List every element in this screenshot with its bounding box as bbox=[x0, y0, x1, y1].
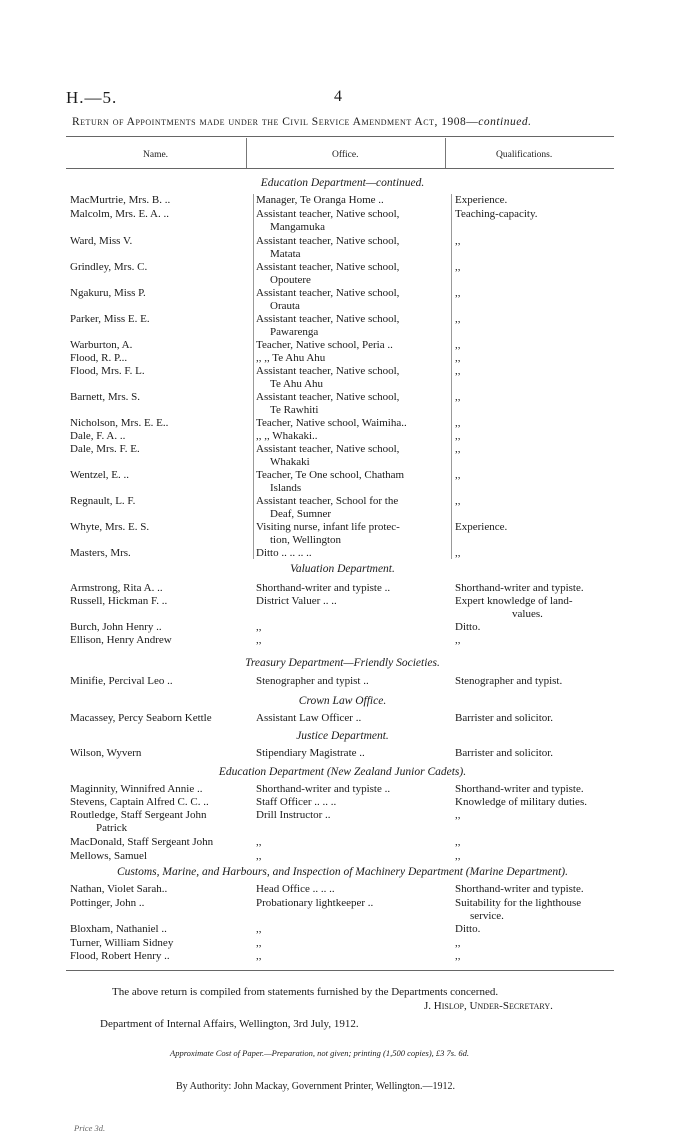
row-name: Burch, John Henry .. bbox=[70, 621, 162, 633]
row-name: Pottinger, John .. bbox=[70, 897, 145, 909]
department-date: Department of Internal Affairs, Wellington, 3rd July, 1912. bbox=[100, 1018, 359, 1030]
column-header-qualifications: Qualifications. bbox=[496, 150, 553, 160]
row-office: Drill Instructor .. bbox=[256, 809, 331, 821]
row-name: Flood, R. P... bbox=[70, 352, 128, 364]
table-row bbox=[70, 897, 615, 911]
table-row bbox=[70, 339, 615, 353]
row-name: Ellison, Henry Andrew bbox=[70, 634, 172, 646]
row-qualifications: ,, bbox=[455, 809, 461, 821]
row-office: Stenographer and typist .. bbox=[256, 675, 369, 687]
table-row bbox=[70, 747, 615, 761]
row-qualifications: ,, bbox=[455, 443, 461, 455]
table-row bbox=[70, 194, 615, 208]
price: Price 3d. bbox=[74, 1123, 106, 1133]
cost-note: Approximate Cost of Paper.—Preparation, not given; printing (1,500 copies), £3 7s. 6d. bbox=[170, 1048, 469, 1058]
table-row bbox=[70, 582, 615, 596]
row-name: Grindley, Mrs. C. bbox=[70, 261, 148, 273]
row-office: ,, bbox=[256, 850, 262, 862]
row-qualifications: ,, bbox=[455, 365, 461, 377]
table-row bbox=[70, 850, 615, 864]
table-row bbox=[70, 313, 615, 327]
row-qualifications: ,, bbox=[455, 547, 461, 559]
office-continuation: Pawarenga bbox=[270, 326, 319, 338]
row-qualifications: Ditto. bbox=[455, 621, 481, 633]
table-row bbox=[70, 809, 615, 823]
row-name: Ngakuru, Miss P. bbox=[70, 287, 146, 299]
row-office: District Valuer .. .. bbox=[256, 595, 337, 607]
row-office: Assistant Law Officer .. bbox=[256, 712, 362, 724]
row-name: Stevens, Captain Alfred C. C. .. bbox=[70, 796, 209, 808]
table-row bbox=[70, 950, 615, 964]
section-heading: Treasury Department—Friendly Societies. bbox=[245, 657, 440, 669]
row-office: ,, ,, Whakaki.. bbox=[256, 430, 318, 442]
row-office: Manager, Te Oranga Home .. bbox=[256, 194, 384, 206]
row-office: Teacher, Native school, Peria .. bbox=[256, 339, 393, 351]
row-qualifications: ,, bbox=[455, 339, 461, 351]
row-office: Assistant teacher, Native school, bbox=[256, 208, 400, 220]
body-divider-1 bbox=[253, 194, 254, 559]
row-name: Dale, F. A. .. bbox=[70, 430, 126, 442]
office-continuation: Mangamuka bbox=[270, 221, 325, 233]
row-qualifications: ,, bbox=[455, 430, 461, 442]
office-continuation: tion, Wellington bbox=[270, 534, 342, 546]
office-continuation: Matata bbox=[270, 248, 301, 260]
row-name: Ward, Miss V. bbox=[70, 235, 133, 247]
row-office: Assistant teacher, Native school, bbox=[256, 287, 400, 299]
table-row bbox=[70, 521, 615, 535]
row-office: Assistant teacher, Native school, bbox=[256, 365, 400, 377]
row-qualifications: Ditto. bbox=[455, 923, 481, 935]
row-name: Masters, Mrs. bbox=[70, 547, 131, 559]
office-continuation: Opoutere bbox=[270, 274, 311, 286]
body-divider-2 bbox=[451, 194, 452, 559]
row-name: Mellows, Samuel bbox=[70, 850, 147, 862]
row-qualifications: ,, bbox=[455, 313, 461, 325]
row-qualifications: Barrister and solicitor. bbox=[455, 747, 554, 759]
row-office: Ditto .. .. .. .. bbox=[256, 547, 312, 559]
row-name: Flood, Robert Henry .. bbox=[70, 950, 170, 962]
table-row bbox=[70, 261, 615, 275]
row-name: Nicholson, Mrs. E. E.. bbox=[70, 417, 169, 429]
table-row bbox=[70, 365, 615, 379]
row-office: Teacher, Native school, Waimiha.. bbox=[256, 417, 407, 429]
row-name: MacDonald, Staff Sergeant John bbox=[70, 836, 214, 848]
signature: J. Hislop, Under-Secretary. bbox=[424, 1000, 553, 1012]
row-name: Malcolm, Mrs. E. A. .. bbox=[70, 208, 169, 220]
row-office: Assistant teacher, Native school, bbox=[256, 443, 400, 455]
title-main: Return of Appointments made under the Civil Service Amendment Act, 1908— bbox=[72, 116, 479, 128]
row-office: Shorthand-writer and typiste .. bbox=[256, 582, 391, 594]
title-suffix: continued. bbox=[478, 116, 532, 128]
row-office: Assistant teacher, Native school, bbox=[256, 261, 400, 273]
table-row bbox=[70, 235, 615, 249]
row-office: Assistant teacher, Native school, bbox=[256, 235, 400, 247]
row-office: Assistant teacher, School for the bbox=[256, 495, 399, 507]
row-name: Maginnity, Winnifred Annie .. bbox=[70, 783, 203, 795]
office-continuation: Whakaki bbox=[270, 456, 310, 468]
row-name: Whyte, Mrs. E. S. bbox=[70, 521, 150, 533]
table-row bbox=[70, 783, 615, 797]
qualification-continuation: service. bbox=[470, 910, 504, 922]
row-office: ,, bbox=[256, 937, 262, 949]
row-name: Barnett, Mrs. S. bbox=[70, 391, 140, 403]
row-qualifications: ,, bbox=[455, 495, 461, 507]
table-row bbox=[70, 352, 615, 366]
table-row bbox=[70, 430, 615, 444]
row-office: Visiting nurse, infant life protec- bbox=[256, 521, 400, 533]
row-name: Flood, Mrs. F. L. bbox=[70, 365, 145, 377]
table-bottom-rule bbox=[66, 970, 614, 971]
row-office: ,, bbox=[256, 621, 262, 633]
row-name: Warburton, A. bbox=[70, 339, 133, 351]
table-row bbox=[70, 634, 615, 648]
section-heading: Education Department—continued. bbox=[260, 177, 425, 189]
row-name: Macassey, Percy Seaborn Kettle bbox=[70, 712, 212, 724]
row-office: Assistant teacher, Native school, bbox=[256, 391, 400, 403]
table-row bbox=[70, 883, 615, 897]
table-row bbox=[70, 391, 615, 405]
section-heading: Valuation Department. bbox=[290, 563, 395, 575]
return-note: The above return is compiled from statements furnished by the Departments concerned. bbox=[112, 986, 499, 998]
row-qualifications: Experience. bbox=[455, 521, 508, 533]
row-qualifications: ,, bbox=[455, 634, 461, 646]
header-bottom-rule bbox=[66, 168, 614, 169]
row-qualifications: Barrister and solicitor. bbox=[455, 712, 554, 724]
row-office: ,, bbox=[256, 950, 262, 962]
row-name: Parker, Miss E. E. bbox=[70, 313, 150, 325]
row-qualifications: Shorthand-writer and typiste. bbox=[455, 883, 584, 895]
page-number: 4 bbox=[334, 88, 342, 105]
section-heading: Crown Law Office. bbox=[298, 695, 387, 707]
row-name: Dale, Mrs. F. E. bbox=[70, 443, 140, 455]
table-row bbox=[70, 547, 615, 561]
row-name: Regnault, L. F. bbox=[70, 495, 136, 507]
row-qualifications: ,, bbox=[455, 391, 461, 403]
row-office: ,, bbox=[256, 634, 262, 646]
row-office: Assistant teacher, Native school, bbox=[256, 313, 400, 325]
table-row bbox=[70, 675, 615, 689]
row-name: Armstrong, Rita A. .. bbox=[70, 582, 163, 594]
table-top-rule bbox=[66, 136, 614, 137]
row-name: Turner, William Sidney bbox=[70, 937, 174, 949]
header-divider-2 bbox=[445, 138, 446, 168]
row-qualifications: Stenographer and typist. bbox=[455, 675, 563, 687]
column-header-office: Office. bbox=[332, 150, 359, 160]
header-divider-1 bbox=[246, 138, 247, 168]
section-heading: Education Department (New Zealand Junior Cadets). bbox=[218, 766, 467, 778]
table-row bbox=[70, 495, 615, 509]
row-qualifications: Expert knowledge of land- bbox=[455, 595, 573, 607]
table-row bbox=[70, 287, 615, 301]
row-qualifications: Shorthand-writer and typiste. bbox=[455, 783, 584, 795]
row-name: Russell, Hickman F. .. bbox=[70, 595, 168, 607]
office-continuation: Deaf, Sumner bbox=[270, 508, 332, 520]
table-row bbox=[70, 621, 615, 635]
row-qualifications: Suitability for the lighthouse bbox=[455, 897, 582, 909]
table-row bbox=[70, 208, 615, 222]
name-continuation: Patrick bbox=[96, 822, 128, 834]
document-title bbox=[72, 116, 632, 128]
row-qualifications: ,, bbox=[455, 950, 461, 962]
row-name: Nathan, Violet Sarah.. bbox=[70, 883, 168, 895]
office-continuation: Islands bbox=[270, 482, 302, 494]
table-row bbox=[70, 595, 615, 609]
row-office: Head Office .. .. .. bbox=[256, 883, 335, 895]
office-continuation: Orauta bbox=[270, 300, 300, 312]
row-qualifications: Teaching-capacity. bbox=[455, 208, 538, 220]
row-name: Bloxham, Nathaniel .. bbox=[70, 923, 167, 935]
qualification-continuation: values. bbox=[512, 608, 543, 620]
row-office: Teacher, Te One school, Chatham bbox=[256, 469, 405, 481]
row-qualifications: Shorthand-writer and typiste. bbox=[455, 582, 584, 594]
table-row bbox=[70, 796, 615, 810]
row-qualifications: ,, bbox=[455, 417, 461, 429]
table-row bbox=[70, 712, 615, 726]
row-qualifications: ,, bbox=[455, 836, 461, 848]
row-name: Wentzel, E. .. bbox=[70, 469, 129, 481]
row-qualifications: ,, bbox=[455, 469, 461, 481]
table-row bbox=[70, 937, 615, 951]
row-qualifications: ,, bbox=[455, 937, 461, 949]
row-name: Minifie, Percival Leo .. bbox=[70, 675, 173, 687]
row-office: Stipendiary Magistrate .. bbox=[256, 747, 365, 759]
table-row bbox=[70, 469, 615, 483]
row-office: Staff Officer .. .. .. bbox=[256, 796, 337, 808]
row-qualifications: ,, bbox=[455, 261, 461, 273]
row-name: MacMurtrie, Mrs. B. .. bbox=[70, 194, 171, 206]
table-row bbox=[70, 443, 615, 457]
row-name: Wilson, Wyvern bbox=[70, 747, 142, 759]
office-continuation: Te Rawhiti bbox=[270, 404, 319, 416]
section-heading: Customs, Marine, and Harbours, and Inspection of Machinery Department (Marine Department). bbox=[117, 866, 568, 878]
document-code: H.—5. bbox=[66, 88, 118, 107]
row-office: Shorthand-writer and typiste .. bbox=[256, 783, 391, 795]
table-row bbox=[70, 417, 615, 431]
row-qualifications: ,, bbox=[455, 287, 461, 299]
table-row bbox=[70, 923, 615, 937]
section-heading: Justice Department. bbox=[296, 730, 389, 742]
row-office: ,, bbox=[256, 836, 262, 848]
printer-authority: By Authority: John Mackay, Government Printer, Wellington.—1912. bbox=[176, 1081, 456, 1092]
row-qualifications: Experience. bbox=[455, 194, 508, 206]
row-qualifications: Knowledge of military duties. bbox=[455, 796, 587, 808]
table-row bbox=[70, 836, 615, 850]
column-header-name: Name. bbox=[143, 150, 169, 160]
row-office: ,, bbox=[256, 923, 262, 935]
row-qualifications: ,, bbox=[455, 352, 461, 364]
row-name: Routledge, Staff Sergeant John bbox=[70, 809, 207, 821]
row-qualifications: ,, bbox=[455, 850, 461, 862]
row-office: ,, ,, Te Ahu Ahu bbox=[256, 352, 326, 364]
office-continuation: Te Ahu Ahu bbox=[270, 378, 324, 390]
row-office: Probationary lightkeeper .. bbox=[256, 897, 374, 909]
row-qualifications: ,, bbox=[455, 235, 461, 247]
